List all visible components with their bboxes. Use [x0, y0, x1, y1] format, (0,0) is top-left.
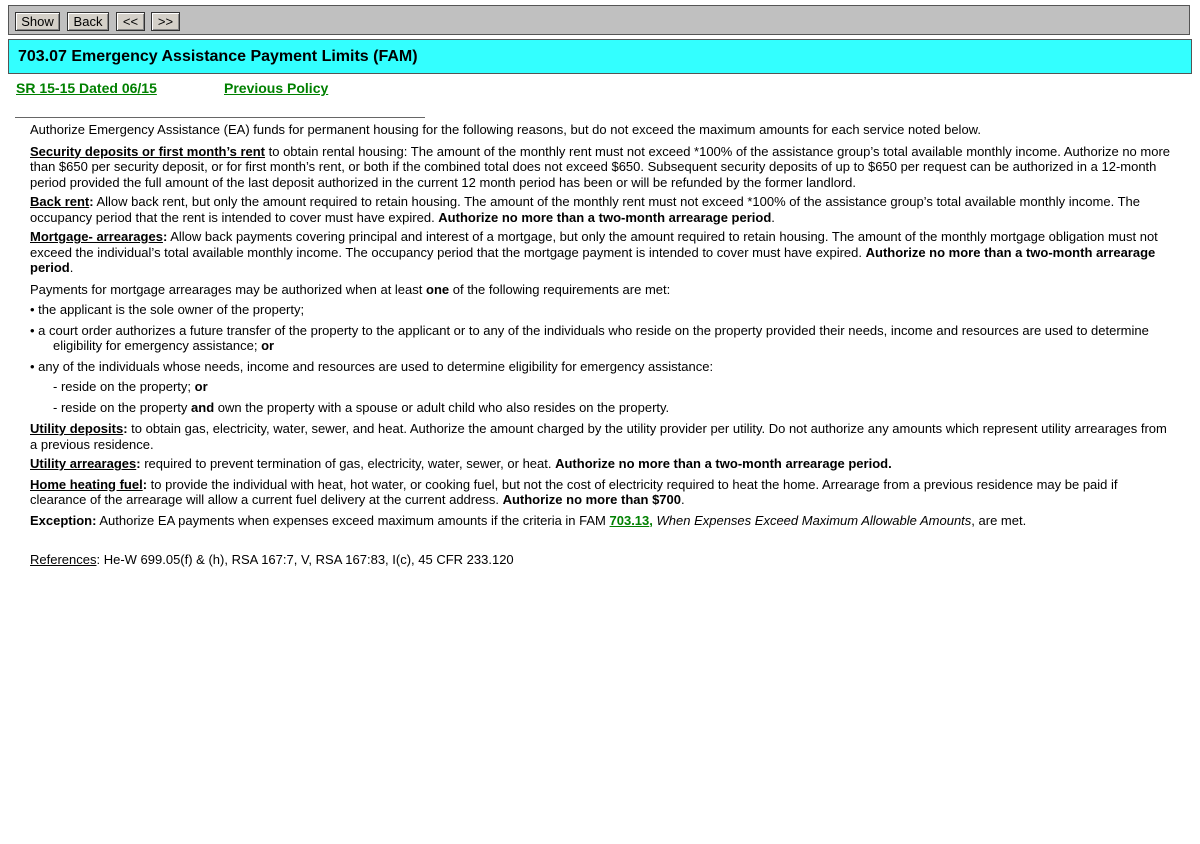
exception-comma: ,	[649, 512, 653, 528]
utility-arrearages-paragraph	[30, 456, 1170, 472]
payments-paragraph	[30, 282, 1170, 298]
utility-arrearages-limit: Authorize no more than a two-month arrearage period.	[555, 456, 892, 471]
home-heating-colon: :	[142, 476, 148, 492]
show-button[interactable]: Show	[15, 12, 60, 31]
page-title: 703.07 Emergency Assistance Payment Limits (FAM)	[18, 48, 418, 65]
home-heating-paragraph	[30, 477, 1170, 508]
utility-arrearages-label: Utility arrearages	[30, 456, 137, 471]
security-deposits-text: to obtain rental housing: The amount of the monthly rent must not exceed *100% of the assistance group’s total available monthly income. Authorize no more than $650 per security deposit, or for first month’s rent, or both if the combined total does not exceed $650. Subsequent security deposits of up to $650 per request can be authorized in a 12-month period provided the full amount of the last deposit authorized in the current 12 month period has been or will be refunded by the former landlord.	[30, 143, 1171, 190]
fam-703-13-link[interactable]: 703.13	[609, 512, 650, 528]
mortgage-label: Mortgage- arrearages	[30, 229, 163, 244]
sub-reside-text: - reside on the property;	[53, 379, 195, 394]
title-bar	[8, 39, 1192, 74]
sub-reside	[30, 379, 1170, 395]
bullet-sole-owner: • the applicant is the sole owner of the property;	[30, 302, 305, 317]
exception-label: Exception:	[30, 512, 97, 528]
previous-page-button[interactable]: <<	[116, 12, 145, 31]
back-rent-text: Allow back rent, but only the amount required to retain housing. The amount of the monthly rent must not exceed *100% of the assistance group’s total available monthly income. The occupancy period that the rent is intended to cover must have expired.	[30, 194, 1140, 225]
toolbar	[8, 5, 1190, 35]
next-page-button[interactable]: >>	[151, 12, 180, 31]
exception-italic: When Expenses Exceed Maximum Allowable Amounts	[652, 512, 972, 528]
intro-paragraph: Authorize Emergency Assistance (EA) funds for permanent housing for the following reasons, but do not exceed the maximum amounts for each service noted below.	[30, 122, 981, 137]
bullet-court-order	[30, 323, 1170, 354]
security-deposits-paragraph	[30, 144, 1170, 191]
back-rent-end: .	[771, 209, 775, 225]
bullet-court-order-text: • a court order authorizes a future transfer of the property to the applicant or to any of the individuals who reside on the property provided their needs, income and resources are used to determine eligibility for emergency assistance;	[30, 322, 1149, 353]
home-heating-limit: Authorize no more than $700	[502, 492, 681, 507]
mortgage-colon: :	[162, 229, 168, 244]
payments-post: of the following requirements are met:	[449, 281, 671, 297]
back-button[interactable]: Back	[67, 12, 109, 31]
sr-link[interactable]: SR 15-15 Dated 06/15	[16, 80, 157, 96]
mortgage-text: Allow back payments covering principal and interest of a mortgage, but only the amount required to retain housing. The amount of the monthly mortgage obligation must not exceed the individual’s total available monthly income. The occupancy period that the mortgage payment is intended to cover must have expired.	[30, 229, 1158, 260]
home-heating-label: Home heating fuel	[30, 476, 143, 492]
bullet-court-order-or: or	[261, 338, 275, 353]
sub-reside-or: or	[194, 379, 208, 394]
payments-pre: Payments for mortgage arrearages may be authorized when at least	[30, 281, 426, 297]
divider	[15, 117, 425, 118]
bullet-individuals: • any of the individuals whose needs, income and resources are used to determine eligibility for emergency assistance:	[30, 358, 714, 374]
utility-deposits-paragraph	[30, 421, 1170, 452]
exception-end: , are met.	[971, 512, 1027, 528]
exception-text: Authorize EA payments when expenses exceed maximum amounts if the criteria in FAM	[96, 512, 610, 528]
back-rent-colon: :	[89, 194, 94, 209]
sub-reside-own-post: own the property with a spouse or adult child who also resides on the property.	[214, 399, 670, 415]
mortgage-paragraph	[30, 229, 1170, 276]
references-paragraph	[30, 552, 1170, 568]
exception-paragraph	[30, 513, 1170, 529]
utility-deposits-label: Utility deposits	[30, 421, 124, 436]
home-heating-end: .	[681, 492, 685, 507]
home-heating-text: to provide the individual with heat, hot water, or cooking fuel, but not the cost of electricity required to heat the home. Arrearage from a previous residence may be paid if clearance of the arrearage will allow a current fuel delivery at the current address.	[30, 476, 1118, 507]
utility-deposits-text: to obtain gas, electricity, water, sewer, and heat. Authorize the amount charged by the utility provider per utility. Do not authorize any amounts which represent utility arrearages from a previous residence.	[30, 421, 1167, 452]
security-deposits-label: Security deposits or first month’s rent	[30, 143, 266, 159]
utility-arrearages-colon: :	[136, 456, 141, 471]
utility-arrearages-text: required to prevent termination of gas, electricity, water, sewer, or heat.	[140, 456, 556, 471]
back-rent-limit: Authorize no more than a two-month arrearage period	[438, 209, 772, 225]
mortgage-limit: Authorize no more than a two-month arrearage period	[30, 244, 1156, 275]
references-text: : He-W 699.05(f) & (h), RSA 167:7, V, RSA 167:83, I(c), 45 CFR 233.120	[96, 552, 514, 567]
sub-reside-own	[30, 400, 1170, 416]
previous-policy-link[interactable]: Previous Policy	[224, 80, 329, 96]
sub-reside-own-and: and	[191, 399, 215, 415]
sub-reside-own-pre: - reside on the property	[53, 399, 192, 415]
mortgage-end: .	[69, 260, 74, 275]
policy-content	[30, 121, 1170, 568]
back-rent-paragraph	[30, 194, 1170, 225]
back-rent-label: Back rent	[30, 194, 90, 209]
utility-deposits-colon: :	[123, 421, 128, 436]
references-label: References	[30, 552, 97, 567]
payments-one: one	[426, 281, 450, 297]
